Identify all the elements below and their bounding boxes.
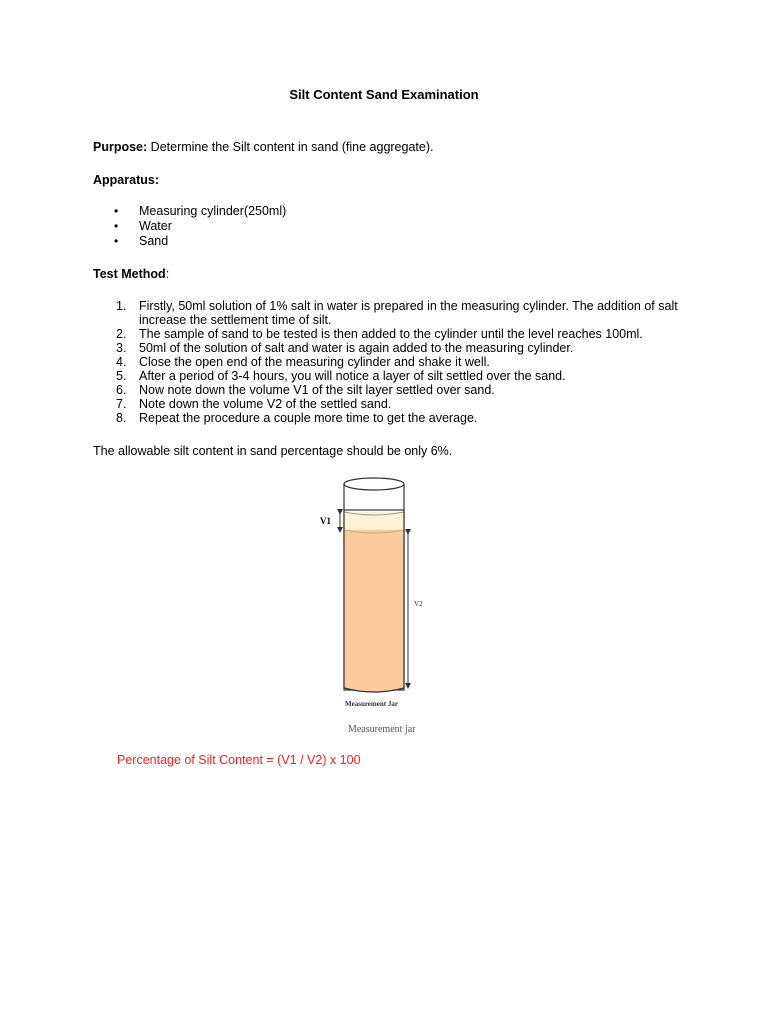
step-text: Repeat the procedure a couple more time to get the average. xyxy=(139,411,478,425)
purpose-label: Purpose: xyxy=(93,140,148,154)
step-number: 7. xyxy=(116,397,127,411)
apparatus-list xyxy=(93,204,286,249)
apparatus-item: Sand xyxy=(139,234,169,248)
list-item xyxy=(93,383,693,397)
list-item xyxy=(93,369,693,383)
step-number: 4. xyxy=(116,355,127,369)
list-item xyxy=(93,411,693,425)
list-item xyxy=(93,355,693,369)
step-text: 50ml of the solution of salt and water is again added to the measuring cylinder. xyxy=(139,341,574,355)
list-item xyxy=(93,299,693,327)
purpose-text: Determine the Silt content in sand (fine aggregate). xyxy=(150,140,434,154)
apparatus-item: Measuring cylinder(250ml) xyxy=(139,204,287,218)
purpose-paragraph xyxy=(93,140,433,154)
list-item xyxy=(93,397,693,411)
test-method-steps xyxy=(93,299,693,425)
v2-marker xyxy=(408,532,423,686)
document-title: Silt Content Sand Examination xyxy=(289,87,479,102)
step-number: 5. xyxy=(116,369,127,383)
v1-label: V1 xyxy=(320,516,331,526)
step-text: Now note down the volume V1 of the silt layer settled over sand. xyxy=(139,383,495,397)
list-item xyxy=(93,204,286,219)
list-item xyxy=(93,327,693,341)
sand-layer xyxy=(344,530,404,688)
v1-marker xyxy=(320,512,340,530)
step-number: 2. xyxy=(116,327,127,341)
step-number: 8. xyxy=(116,411,127,425)
step-number: 1. xyxy=(116,299,127,313)
test-method-heading xyxy=(93,267,169,281)
apparatus-item: Water xyxy=(139,219,172,233)
step-text: After a period of 3-4 hours, you will notice a layer of silt settled over the sand. xyxy=(139,369,566,383)
step-text: The sample of sand to be tested is then added to the cylinder until the level reaches 100ml. xyxy=(139,327,643,341)
jar-label: Measurement Jar xyxy=(345,700,398,708)
step-number: 6. xyxy=(116,383,127,397)
list-item xyxy=(93,234,286,249)
silt-content-formula: Percentage of Silt Content = (V1 / V2) x 100 xyxy=(117,753,361,767)
figure-caption: Measurement jar xyxy=(348,724,416,735)
step-text: Firstly, 50ml solution of 1% salt in water is prepared in the measuring cylinder. The addition of salt increase the settlement time of silt. xyxy=(139,299,678,327)
step-text: Note down the volume V2 of the settled sand. xyxy=(139,397,392,411)
list-item xyxy=(93,341,693,355)
measurement-jar-figure xyxy=(290,470,510,745)
step-text: Close the open end of the measuring cylinder and shake it well. xyxy=(139,355,490,369)
step-number: 3. xyxy=(116,341,127,355)
v2-label: V2 xyxy=(414,600,423,608)
test-method-label: Test Method xyxy=(93,267,166,281)
list-item xyxy=(93,219,286,234)
allowable-content-text: The allowable silt content in sand percentage should be only 6%. xyxy=(93,444,453,458)
apparatus-label: Apparatus: xyxy=(93,173,159,187)
jar-body xyxy=(344,478,404,692)
test-method-colon: : xyxy=(165,267,170,281)
